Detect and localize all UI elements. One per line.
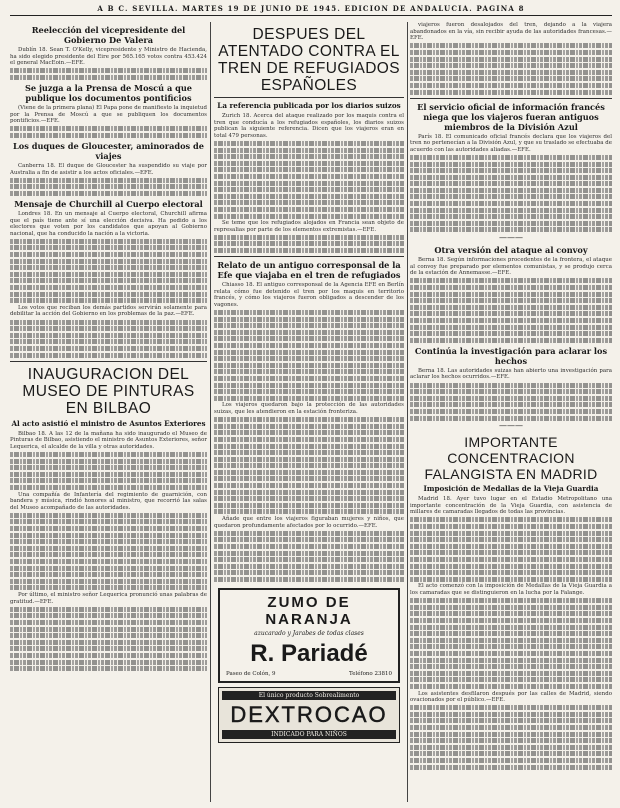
article-body: Añade que entre los viajeros figuraban mujeres y niños, que quedaron profundamente afectados por lo ocurrido.—EFE. xyxy=(214,516,404,529)
headline: Continúa la investigación para aclarar los hechos xyxy=(414,345,608,366)
article-body: Canberra 18. El duque de Gloucester ha suspendido su viaje por Australia a fin de asistir a los actos oficiales.—EFE. xyxy=(10,162,207,176)
text-lines xyxy=(410,598,612,689)
divider-ornament: ——— xyxy=(499,233,523,243)
feature-headline: IMPORTANTE CONCENTRACION FALANGISTA EN MADRID xyxy=(424,434,598,483)
ad-subtitle: azucarado y Jarabes de todas clases xyxy=(254,629,364,637)
text-lines xyxy=(10,68,207,80)
advertisement-dextrocao xyxy=(218,687,400,743)
text-lines xyxy=(10,607,207,671)
headline: Otra versión del ataque al convoy xyxy=(434,245,588,256)
divider xyxy=(214,256,404,257)
text-lines xyxy=(410,278,612,342)
column-middle xyxy=(214,22,404,802)
article-body: Zurich 18. Acerca del ataque realizado por los maquis contra el tren que conducía a los refugiados españoles, los diarios suizos publican la siguiente referencia. Dicen que los viajeros eran en total 479 personas. xyxy=(214,113,404,139)
text-lines xyxy=(214,141,404,219)
article-body: Se teme que los refugiados alojados en Francia sean objeto de represalias por parte de los elementos extremistas.—EFE. xyxy=(214,220,404,233)
ad-address: Paseo de Colón, 9 xyxy=(226,670,276,677)
text-lines xyxy=(410,155,612,233)
column-rule xyxy=(210,22,211,802)
column-rule xyxy=(407,22,408,802)
masthead: A B C. SEVILLA. MARTES 19 DE JUNIO DE 1945. EDICION DE ANDALUCIA. PAGINA 8 xyxy=(10,4,612,16)
article-body: Dublín 18. Sean T. O'Kelly, vicepresidente y Ministro de Hacienda, ha sido elegido presidente del Eire por 565.165 votos contra 453.424 el general MacEoin.—EFE. xyxy=(10,47,207,67)
text-lines xyxy=(10,513,207,591)
headline: Se juzga a la Prensa de Moscú a que publique los documentos pontificios xyxy=(25,82,192,103)
ad-title: ZUMO DE NARANJA xyxy=(265,593,353,628)
divider-ornament: ——— xyxy=(499,421,523,431)
feature-headline: DESPUES DEL ATENTADO CONTRA EL TREN DE REFUGIADOS ESPAÑOLES xyxy=(217,26,401,94)
text-lines xyxy=(410,705,612,769)
headline: Mensaje de Churchill al Cuerpo electoral xyxy=(14,198,203,209)
article-body: El acto comenzó con la imposición de Medallas de la Vieja Guardia a los camaradas que se distinguieron en la lucha por la Falange. xyxy=(410,583,612,596)
feature-headline: INAUGURACION DEL MUSEO DE PINTURAS EN BILBAO xyxy=(22,365,195,417)
text-lines xyxy=(10,126,207,138)
text-lines xyxy=(214,310,404,401)
article-body: Berna 18. Según informaciones procedentes de la frontera, el ataque al convoy fue preparado por elementos comunistas, y se produjo cerca de la estación de Annemasse.—EFE. xyxy=(410,257,612,277)
text-lines xyxy=(410,43,612,94)
headline: Reelección del vicepresidente del Gobierno De Valera xyxy=(31,25,186,45)
article-body: Chiasso 18. El antiguo corresponsal de la Agencia EFE en Berlín relata cómo fue detenido el tren por los maquis en territorio francés, y cómo los viajeros fueron obligados a descender de los vagones. xyxy=(214,282,404,308)
article-body: viajeros fueron desalojados del tren, dejando a la viajera abandonados en la vía, sin recibir ayuda de las autoridades francesas.—EFE. xyxy=(410,22,612,42)
headline: Relato de un antiguo corresponsal de la Efe que viajaba en el tren de refugiados xyxy=(217,260,401,281)
ad-brand: R. Pariadé xyxy=(250,639,368,667)
divider xyxy=(10,361,207,362)
headline: El servicio oficial de información francés niega que los viajeros fueran antiguos miembros de la División Azul xyxy=(417,101,605,132)
text-lines xyxy=(410,383,612,421)
article-body: Una compañía de Infantería del regimiento de guarnición, con bandera y música, rindió honores al ministro, que recorrió las salas del Museo acompañado de las autoridades. xyxy=(10,491,207,511)
text-lines xyxy=(214,417,404,514)
ad-phone: Teléfono 23810 xyxy=(349,670,392,677)
text-lines xyxy=(10,320,207,358)
article-body: Madrid 18. Ayer tuvo lugar en el Estadio Metropolitano una importante concentración de la Vieja Guardia, con asistencia de millares de camaradas llegados de todas las provincias. xyxy=(410,496,612,516)
ad-brand: DEXTROCAO xyxy=(230,701,388,727)
headline: Los duques de Gloucester, aminorados de viajes xyxy=(13,140,204,161)
text-lines xyxy=(214,235,404,253)
article-body: Los viajeros quedaron bajo la protección de las autoridades suizas, que les atendieron en la estación fronteriza. xyxy=(214,402,404,415)
article-body: Londres 18. En un mensaje al Cuerpo electoral, Churchill afirma que el país tiene ante sí una elección decisiva. Ha pedido a los electores que voten por los candidatos que apoyan al Gobierno nacional, que ha conducido la nación a la victoria. xyxy=(10,210,207,237)
ad-footer xyxy=(226,671,392,677)
columns xyxy=(10,22,612,802)
subheadline: Imposición de Medallas de la Vieja Guardia xyxy=(423,484,599,494)
text-lines xyxy=(214,531,404,582)
article-body: Berna 18. Las autoridades suizas han abierto una investigación para aclarar los hechos ocurridos.—EFE. xyxy=(410,367,612,381)
article-body: Por último, el ministro señor Lequerica pronunció unas palabras de gratitud.—EFE. xyxy=(10,592,207,605)
article-body: Los asistentes desfilaron después por las calles de Madrid, siendo ovacionados por el público.—EFE. xyxy=(410,690,612,704)
divider xyxy=(214,97,404,98)
text-lines xyxy=(10,178,207,196)
column-left xyxy=(10,22,207,802)
text-lines xyxy=(10,239,207,303)
ad-tagline: INDICADO PARA NIÑOS xyxy=(222,730,396,739)
divider xyxy=(410,98,612,99)
subheadline: Al acto asistió el ministro de Asuntos Exteriores xyxy=(11,418,206,428)
article-body: Bilbao 18. A las 12 de la mañana ha sido inaugurado el Museo de Pinturas de Bilbao, asistiendo el ministro de Asuntos Exteriores, señor Lequerica, el alcalde de la villa y otras autoridades. xyxy=(10,430,207,450)
column-right xyxy=(410,22,612,802)
advertisement-zumo xyxy=(218,588,400,683)
ad-tagline: El único producto Sobrealimento xyxy=(222,691,396,700)
text-lines xyxy=(10,452,207,490)
article-body: (Viene de la primera plana) El Papa pone de manifiesto la inquietud por la Prensa de Moscú a que se publiquen los documentos pontificios.—EFE. xyxy=(10,104,207,125)
text-lines xyxy=(410,517,612,581)
article-body: París 18. El comunicado oficial francés declara que los viajeros del tren no pertenecían a la División Azul, y que su traslado se efectuaba de acuerdo con las autoridades aliadas.—EFE. xyxy=(410,133,612,153)
subheadline: La referencia publicada por los diarios suizos xyxy=(217,101,401,110)
article-body: Los votos que reciban los demás partidos servirán solamente para debilitar la acción del Gobierno en los problemas de la paz.—EFE. xyxy=(10,304,207,318)
